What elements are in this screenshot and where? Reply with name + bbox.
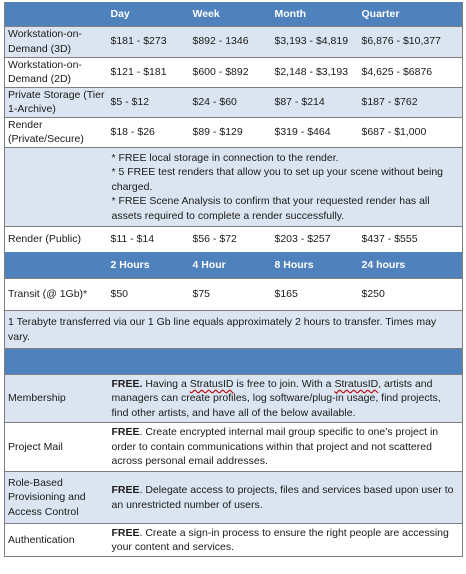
section-divider (5, 349, 463, 375)
price-day: $121 - $181 (109, 57, 191, 87)
price-week: $89 - $129 (191, 117, 273, 147)
price-day: $5 - $12 (109, 87, 191, 117)
feature-row (5, 375, 463, 423)
pricing-table (4, 2, 463, 557)
transit-4h: $75 (191, 279, 273, 311)
header-week: Week (191, 2, 273, 26)
price-month: $87 - $214 (273, 87, 360, 117)
table-row (5, 279, 463, 311)
feature-row (5, 423, 463, 472)
transit-header-4h: 4 Hour (191, 252, 273, 279)
feature-label: Project Mail (5, 423, 109, 472)
price-quarter: $437 - $555 (360, 227, 463, 252)
price-month: $203 - $257 (273, 227, 360, 252)
transit-header-blank (5, 252, 109, 279)
price-month: $2,148 - $3,193 (273, 57, 360, 87)
feature-description: FREE. Delegate access to projects, files and services based upon user to an unrestricted number of users. (109, 472, 463, 524)
transit-2h: $50 (109, 279, 191, 311)
render-note: * 5 FREE test renders that allow you to set up your scene without being charged. (111, 166, 444, 193)
feature-label: Membership (5, 375, 109, 423)
row-label: Workstation-on-Demand (2D) (5, 57, 109, 87)
price-month: $319 - $464 (273, 117, 360, 147)
header-day: Day (109, 2, 191, 26)
price-week: $56 - $72 (191, 227, 273, 252)
transit-header-24h: 24 hours (360, 252, 463, 279)
feature-row (5, 524, 463, 557)
feature-description: FREE. Having a StratusID is free to join. With a StratusID, artists and managers can create profiles, log software/plug-in usage, find projects, find other artists, and have all of the below available. (109, 375, 463, 423)
price-month: $3,193 - $4,819 (273, 26, 360, 57)
table-row (5, 26, 463, 57)
render-note: * FREE local storage in connection to the render. (111, 151, 339, 164)
price-day: $18 - $26 (109, 117, 191, 147)
feature-label: Role-Based Provisioning and Access Control (5, 472, 109, 524)
table-row (5, 117, 463, 147)
header-blank (5, 2, 109, 26)
render-notes (109, 147, 463, 227)
feature-row (5, 472, 463, 524)
table-row (5, 57, 463, 87)
row-label: Render (Public) (5, 227, 109, 252)
render-note: * FREE Scene Analysis to confirm that your requested render has all assets required to complete a render successfully. (111, 195, 430, 222)
transit-note-row (5, 311, 463, 349)
price-day: $181 - $273 (109, 26, 191, 57)
table-row (5, 227, 463, 252)
render-notes-row (5, 147, 463, 227)
transit-header-2h: 2 Hours (109, 252, 191, 279)
price-week: $600 - $892 (191, 57, 273, 87)
price-quarter: $687 - $1,000 (360, 117, 463, 147)
price-quarter: $187 - $762 (360, 87, 463, 117)
table-row (5, 87, 463, 117)
brand-name: StratusID (334, 377, 379, 390)
header-month: Month (273, 2, 360, 26)
price-quarter: $6,876 - $10,377 (360, 26, 463, 57)
price-week: $24 - $60 (191, 87, 273, 117)
feature-label: Authentication (5, 524, 109, 557)
feature-description: FREE. Create encrypted internal mail group specific to one’s project in order to contain communications within that project and not scattered across personal email addresses. (109, 423, 463, 472)
transit-24h: $250 (360, 279, 463, 311)
header-quarter: Quarter (360, 2, 463, 26)
transit-note: 1 Terabyte transferred via our 1 Gb line equals approximately 2 hours to transfer. Times may vary. (5, 311, 463, 349)
transit-header-row (5, 252, 463, 279)
transit-header-8h: 8 Hours (273, 252, 360, 279)
price-quarter: $4,625 - $6876 (360, 57, 463, 87)
render-notes-blank (5, 147, 109, 227)
row-label: Workstation-on-Demand (3D) (5, 26, 109, 57)
feature-description: FREE. Create a sign-in process to ensure the right people are accessing your content and services. (109, 524, 463, 557)
row-label: Private Storage (Tier 1-Archive) (5, 87, 109, 117)
transit-8h: $165 (273, 279, 360, 311)
row-label: Render (Private/Secure) (5, 117, 109, 147)
brand-name: StratusID (189, 377, 234, 390)
header-row (5, 2, 463, 26)
row-label: Transit (@ 1Gb)* (5, 279, 109, 311)
price-day: $11 - $14 (109, 227, 191, 252)
price-week: $892 - 1346 (191, 26, 273, 57)
